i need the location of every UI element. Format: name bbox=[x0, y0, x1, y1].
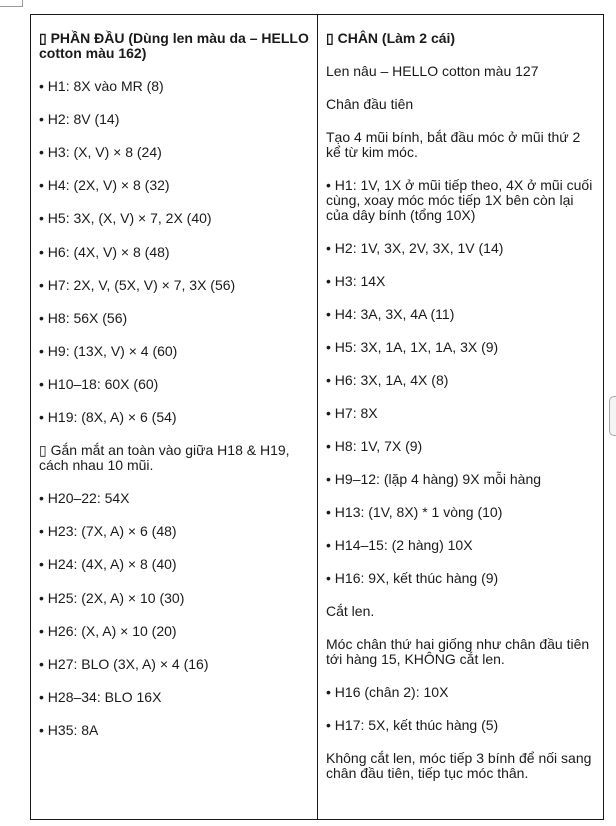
second-leg-note: Móc chân thứ hai giống như chân đầu tiên tới hàng 15, KHÔNG cắt len. bbox=[326, 636, 590, 667]
pattern-table bbox=[30, 14, 604, 820]
leg-row-4: • H4: 3A, 3X, 4A (11) bbox=[326, 306, 455, 322]
head-row-4: • H4: (2X, V) × 8 (32) bbox=[39, 177, 170, 194]
head-row-23: • H23: (7X, A) × 6 (48) bbox=[39, 523, 177, 540]
head-section-column bbox=[31, 15, 318, 819]
leg-row-3: • H3: 14X bbox=[326, 273, 386, 289]
head-row-19: • H19: (8X, A) × 6 (54) bbox=[39, 409, 177, 426]
head-row-9: • H9: (13X, V) × 4 (60) bbox=[39, 342, 178, 359]
head-row-26: • H26: (X, A) × 10 (20) bbox=[39, 622, 177, 639]
head-row-1: • H1: 8X vào MR (8) bbox=[39, 78, 164, 95]
cut-yarn-note: Cắt len. bbox=[326, 603, 375, 619]
leg-row-5: • H5: 3X, 1A, 1X, 1A, 3X (9) bbox=[326, 339, 499, 355]
head-row-5: • H5: 3X, (X, V) × 7, 2X (40) bbox=[39, 210, 212, 227]
head-row-28-34: • H28–34: BLO 16X bbox=[39, 688, 162, 705]
safety-eyes-note: ▯ Gắn mắt an toàn vào giữa H18 & H19, cách nhau 10 mũi. bbox=[39, 442, 290, 474]
leg-row-8: • H8: 1V, 7X (9) bbox=[326, 438, 423, 454]
leg-row-17: • H17: 5X, kết thúc hàng (5) bbox=[326, 717, 499, 733]
head-row-3: • H3: (X, V) × 8 (24) bbox=[39, 144, 162, 161]
head-row-24: • H24: (4X, A) × 8 (40) bbox=[39, 556, 177, 573]
head-row-35: • H35: 8A bbox=[39, 721, 99, 738]
head-row-6: • H6: (4X, V) × 8 (48) bbox=[39, 243, 170, 260]
join-legs-note: Không cắt len, móc tiếp 3 bính để nối sang chân đầu tiên, tiếp tục móc thân. bbox=[326, 750, 592, 781]
leg-row-7: • H7: 8X bbox=[326, 405, 378, 421]
head-row-8: • H8: 56X (56) bbox=[39, 309, 128, 326]
legs-section-column bbox=[318, 15, 603, 819]
legs-section-heading: ▯ CHÂN (Làm 2 cái) bbox=[326, 30, 456, 46]
first-leg-title: Chân đầu tiên bbox=[326, 96, 414, 112]
head-row-10-18: • H10–18: 60X (60) bbox=[39, 375, 159, 392]
head-row-7: • H7: 2X, V, (5X, V) × 7, 3X (56) bbox=[39, 276, 236, 293]
leg-row-2: • H2: 1V, 3X, 2V, 3X, 1V (14) bbox=[326, 240, 504, 256]
second-leg-row-16: • H16 (chân 2): 10X bbox=[326, 684, 449, 700]
chain-start-note: Tạo 4 mũi bính, bắt đầu móc ở mũi thứ 2 kể từ kim móc. bbox=[326, 129, 581, 160]
leg-row-6: • H6: 3X, 1A, 4X (8) bbox=[326, 372, 449, 388]
head-row-2: • H2: 8V (14) bbox=[39, 111, 120, 128]
legs-yarn-note: Len nâu – HELLO cotton màu 127 bbox=[326, 63, 539, 79]
head-row-25: • H25: (2X, A) × 10 (30) bbox=[39, 589, 185, 606]
leg-row-9-12: • H9–12: (lặp 4 hàng) 9X mỗi hàng bbox=[326, 471, 542, 487]
head-row-20-22: • H20–22: 54X bbox=[39, 490, 130, 507]
leg-row-13: • H13: (1V, 8X) * 1 vòng (10) bbox=[326, 504, 503, 520]
head-section-heading: ▯ PHẦN ĐẦU (Dùng len màu da – HELLO cotton màu 162) bbox=[39, 30, 309, 61]
leg-row-1: • H1: 1V, 1X ở mũi tiếp theo, 4X ở mũi cuối cùng, xoay móc móc tiếp 1X bên còn lại của dây bính (tổng 10X) bbox=[326, 177, 593, 223]
page-corner-mark bbox=[0, 0, 23, 7]
leg-row-14-15: • H14–15: (2 hàng) 10X bbox=[326, 537, 473, 553]
head-row-27: • H27: BLO (3X, A) × 4 (16) bbox=[39, 655, 209, 672]
leg-row-16: • H16: 9X, kết thúc hàng (9) bbox=[326, 570, 499, 586]
side-scroll-tab[interactable] bbox=[609, 396, 616, 436]
